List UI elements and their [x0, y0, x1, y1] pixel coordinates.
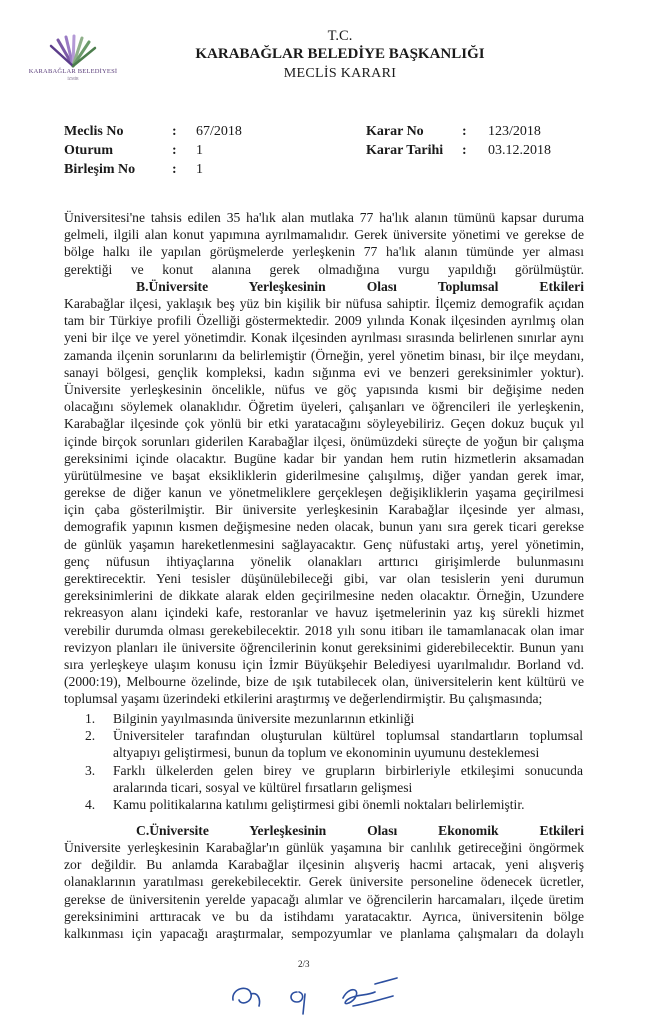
- text-line: gereksinimini arttıracak ve bu da istihdamı yaratacaktır. Ayrıca, üniversitenin bölge: [64, 908, 584, 924]
- list-item: [85, 762, 583, 796]
- text-line: verebilir durumda olması gerekebilecektir. 2018 yılı sonu itibarı ile tamamlanacak olan imar: [64, 622, 584, 638]
- text-line: revizyon planları ile üniversite öğrencilerinin konut gereksinimi giderebilecektir. Bunun yanı: [64, 639, 584, 655]
- text-line: toplumsal yaşamı üzerindeki etkilerini araştırmış ve değerlendirmiştir. Bu çalışmasında;: [64, 691, 543, 707]
- birlesim-colon: :: [172, 162, 177, 177]
- list-item-number: 2.: [85, 728, 96, 744]
- karar-no-label: Karar No: [366, 124, 424, 139]
- section-heading-c: C.Üniversite Yerleşkesinin Olası Ekonomik Etkileri: [136, 823, 584, 838]
- text-line: demografik yapının kısmen değişmesine neden olacak, bunun yanı sıra gerek ticari gerekse: [64, 519, 584, 535]
- signatures: [225, 970, 425, 1020]
- text-line: içinde birçok sorunları giderilen Karabağlar ilçesi, önümüzdeki süreçte de yoğun bir çalışma: [64, 433, 584, 449]
- text-line: rekreasyon alanı içindeki kafe, restoranlar ve havuz işetmelerinin yaz kış sürekli hizmet: [64, 605, 584, 621]
- findings-list: [85, 710, 583, 813]
- list-item-text: Üniversiteler tarafından oluşturulan kültürel toplumsal standartların toplumsal: [113, 728, 583, 744]
- header-institution: KARABAĞLAR BELEDİYE BAŞKANLIĞI: [195, 46, 485, 62]
- text-line: olanaklarının yaratılması gerekebilecektir. Gerek üniversite personeline ödenecek ücretler,: [64, 874, 584, 890]
- paragraph-intro: [64, 209, 584, 278]
- text-line: Karabağlar ilçesi, yaklaşık beş yüz bin kişilik bir nüfusa sahiptir. İlçemiz demografik açıdan: [64, 296, 584, 311]
- text-line: gereksinimlerini de dikkate alarak elden geçirilmesine neden olacaktır. Örneğin, Uzundere: [64, 588, 584, 604]
- oturum-colon: :: [172, 143, 177, 158]
- karar-tarihi-value: 03.12.2018: [488, 143, 551, 158]
- section-heading-b: B.Üniversite Yerleşkesinin Olası Toplumsal Etkileri: [136, 279, 584, 294]
- text-line: zor değildir. Bu anlamda Karabağlar ilçesinin alışveriş hacmi artacak, yeni alışveriş: [64, 857, 584, 873]
- text-line: gelmeli, ilgili alan konut yapımına ayrılmamalıdır. Gerek üniversite yönetimi ve gerekse de: [64, 227, 584, 243]
- text-line: gerektiği ve konut alanına gerek olmadığına vurgu yapıldığı görülmüştür.: [64, 261, 584, 277]
- list-item-text: altyapıyı geliştirmesi, bunun da toplum ve ekonominin uyumunu desteklemesi: [113, 745, 540, 761]
- list-item-number: 3.: [85, 762, 96, 778]
- list-item-number: 1.: [85, 711, 96, 726]
- list-item: [85, 727, 583, 761]
- meclis-no-colon: :: [172, 124, 177, 139]
- text-line: yürütülmesine ve başat eksikliklerin giderilmesine çalışılmış, diğer yandan gerek imar,: [64, 467, 584, 483]
- text-line: genç nüfusun ihtiyaçlarına yönelik olanakları arttırıcı girişimlerde bulunmasını: [64, 553, 584, 569]
- karar-no-value: 123/2018: [488, 124, 541, 139]
- list-item-text: Farklı ülkelerden gelen birey ve grupların birbirleriyle etkileşimi sonucunda: [113, 762, 583, 778]
- list-item-number: 4.: [85, 796, 96, 812]
- signature-3: [343, 978, 397, 1006]
- karar-no-colon: :: [462, 124, 467, 139]
- meclis-no-label: Meclis No: [64, 124, 124, 139]
- header-doc-type: MECLİS KARARI: [283, 66, 397, 81]
- signature-1: [233, 988, 260, 1006]
- text-line: tam bir Türkiye profili Özelliği göstermektedir. 2009 yılında Konak ilçesinden ayrılmış olan: [64, 313, 584, 329]
- text-line: bölge halkı ile yapılan görüşmelerde yerleşkenin 77 ha'lık alanın tümünde yer alması: [64, 244, 584, 260]
- text-line: sanayi bölgesi, gençlik kompleksi, kadın sığınma evi ve benzeri gereksinimler yoktur).: [64, 364, 584, 380]
- logo-text: KARABAĞLAR BELEDİYESİ: [28, 68, 118, 75]
- text-line: sıra yerleşkeye ulaşım konusu için İzmir Büyükşehir Belediyesi uyarılmalıdır. Borland vd.: [64, 656, 584, 672]
- logo-subtext: İZMİR: [67, 76, 79, 81]
- text-line: gerektirecektir. Yeni tesisler düşünülebileceği gibi, var olan tesislerin yeni durumun: [64, 571, 584, 586]
- list-item-text: Bilginin yayılmasında üniversite mezunlarının etkinliği: [113, 711, 415, 726]
- text-line: yeni bir ilçe ve yerel yönetimdir. Konak ilçesinden ayrılması sırasında belirlenen sınırlar aynı: [64, 330, 584, 346]
- list-item-text: aralarında ticari, sosyal ve kültürel fırsatların gelişmesi: [113, 779, 413, 795]
- karar-tarihi-label: Karar Tarihi: [366, 143, 444, 158]
- signature-2: [291, 992, 305, 1014]
- birlesim-label: Birleşim No: [64, 162, 136, 177]
- text-line: gereksinimi içinde olacaktır. Bugüne kadar bir yandan hem rutin hizmetlerin aksamadan: [64, 450, 584, 466]
- oturum-label: Oturum: [64, 143, 113, 158]
- birlesim-value: 1: [196, 162, 203, 177]
- paragraph-economic-effects: [64, 839, 584, 942]
- municipality-logo: [18, 34, 128, 94]
- paragraph-social-effects: [64, 295, 584, 708]
- meclis-no-value: 67/2018: [196, 124, 242, 139]
- list-item: [85, 710, 583, 727]
- oturum-value: 1: [196, 143, 203, 158]
- text-line: olacağını söylemek olanaklıdır. Öğretim üyeleri, çalışanları ve öğrencileri ile yerleşkenin,: [64, 399, 584, 415]
- text-line: de günlük yaşamın hareketlenmesini sağlayacaktır. Genç nüfustaki artış, yerel yönetimin,: [64, 536, 584, 552]
- text-line: için çaba gösterilmiştir. Bir üniversite yerleşkesinin Karabağlar ilçesinde yer alması,: [64, 502, 584, 518]
- text-line: gerekse de üniversitenin yerelde yapacağı alımlar ve öğrencilerin harcamaları, ilçede üretim: [64, 891, 584, 907]
- header-tc: T.C.: [327, 28, 353, 44]
- page-number: 2/3: [298, 959, 310, 969]
- text-line: Üniversite yerleşkesinin Karabağlar'ın günlük yaşamına bir canlılık getireceğini öngörmek: [64, 840, 584, 855]
- text-line: gerekse de diğer kanun ve yönetmeliklere gerçekleşen değişikliklerin yaşama geçirilmesi: [64, 485, 584, 501]
- karar-tarihi-colon: :: [462, 143, 467, 158]
- text-line: Karabağlar ilçesinde çok yönlü bir etki yaratacağını söyleyebiliriz. Geçen dokuz buçuk yıl: [64, 416, 584, 432]
- list-item-text: Kamu politikalarına katılımı geliştirmesi gibi önemli noktaları belirlemiştir.: [113, 796, 525, 812]
- text-line: Üniversite yerleşkesinin öncelikle, nüfus ve göç yapısında kısmi bir değişime neden: [64, 381, 584, 397]
- text-line: (2000:19), Melbourne özelinde, bize de ışık tutabilecek olan, üniversitelerin kent kültürü ve: [64, 674, 584, 690]
- logo-flame-icon: [18, 34, 128, 68]
- text-line: Üniversitesi'ne tahsis edilen 35 ha'lık alan mutlaka 77 ha'lık alanın tümünü kapsar duruma: [64, 210, 584, 225]
- text-line: kalkınması için yapacağı araştırmalar, sempozyumlar ve planlama çalışmaları da dolaylı: [64, 925, 584, 941]
- text-line: zamanda ilçenin sorunlarını da belirlemiştir (Örneğin, yerel yönetim binası, bir ilçe meydanı,: [64, 347, 584, 363]
- list-item: [85, 796, 583, 813]
